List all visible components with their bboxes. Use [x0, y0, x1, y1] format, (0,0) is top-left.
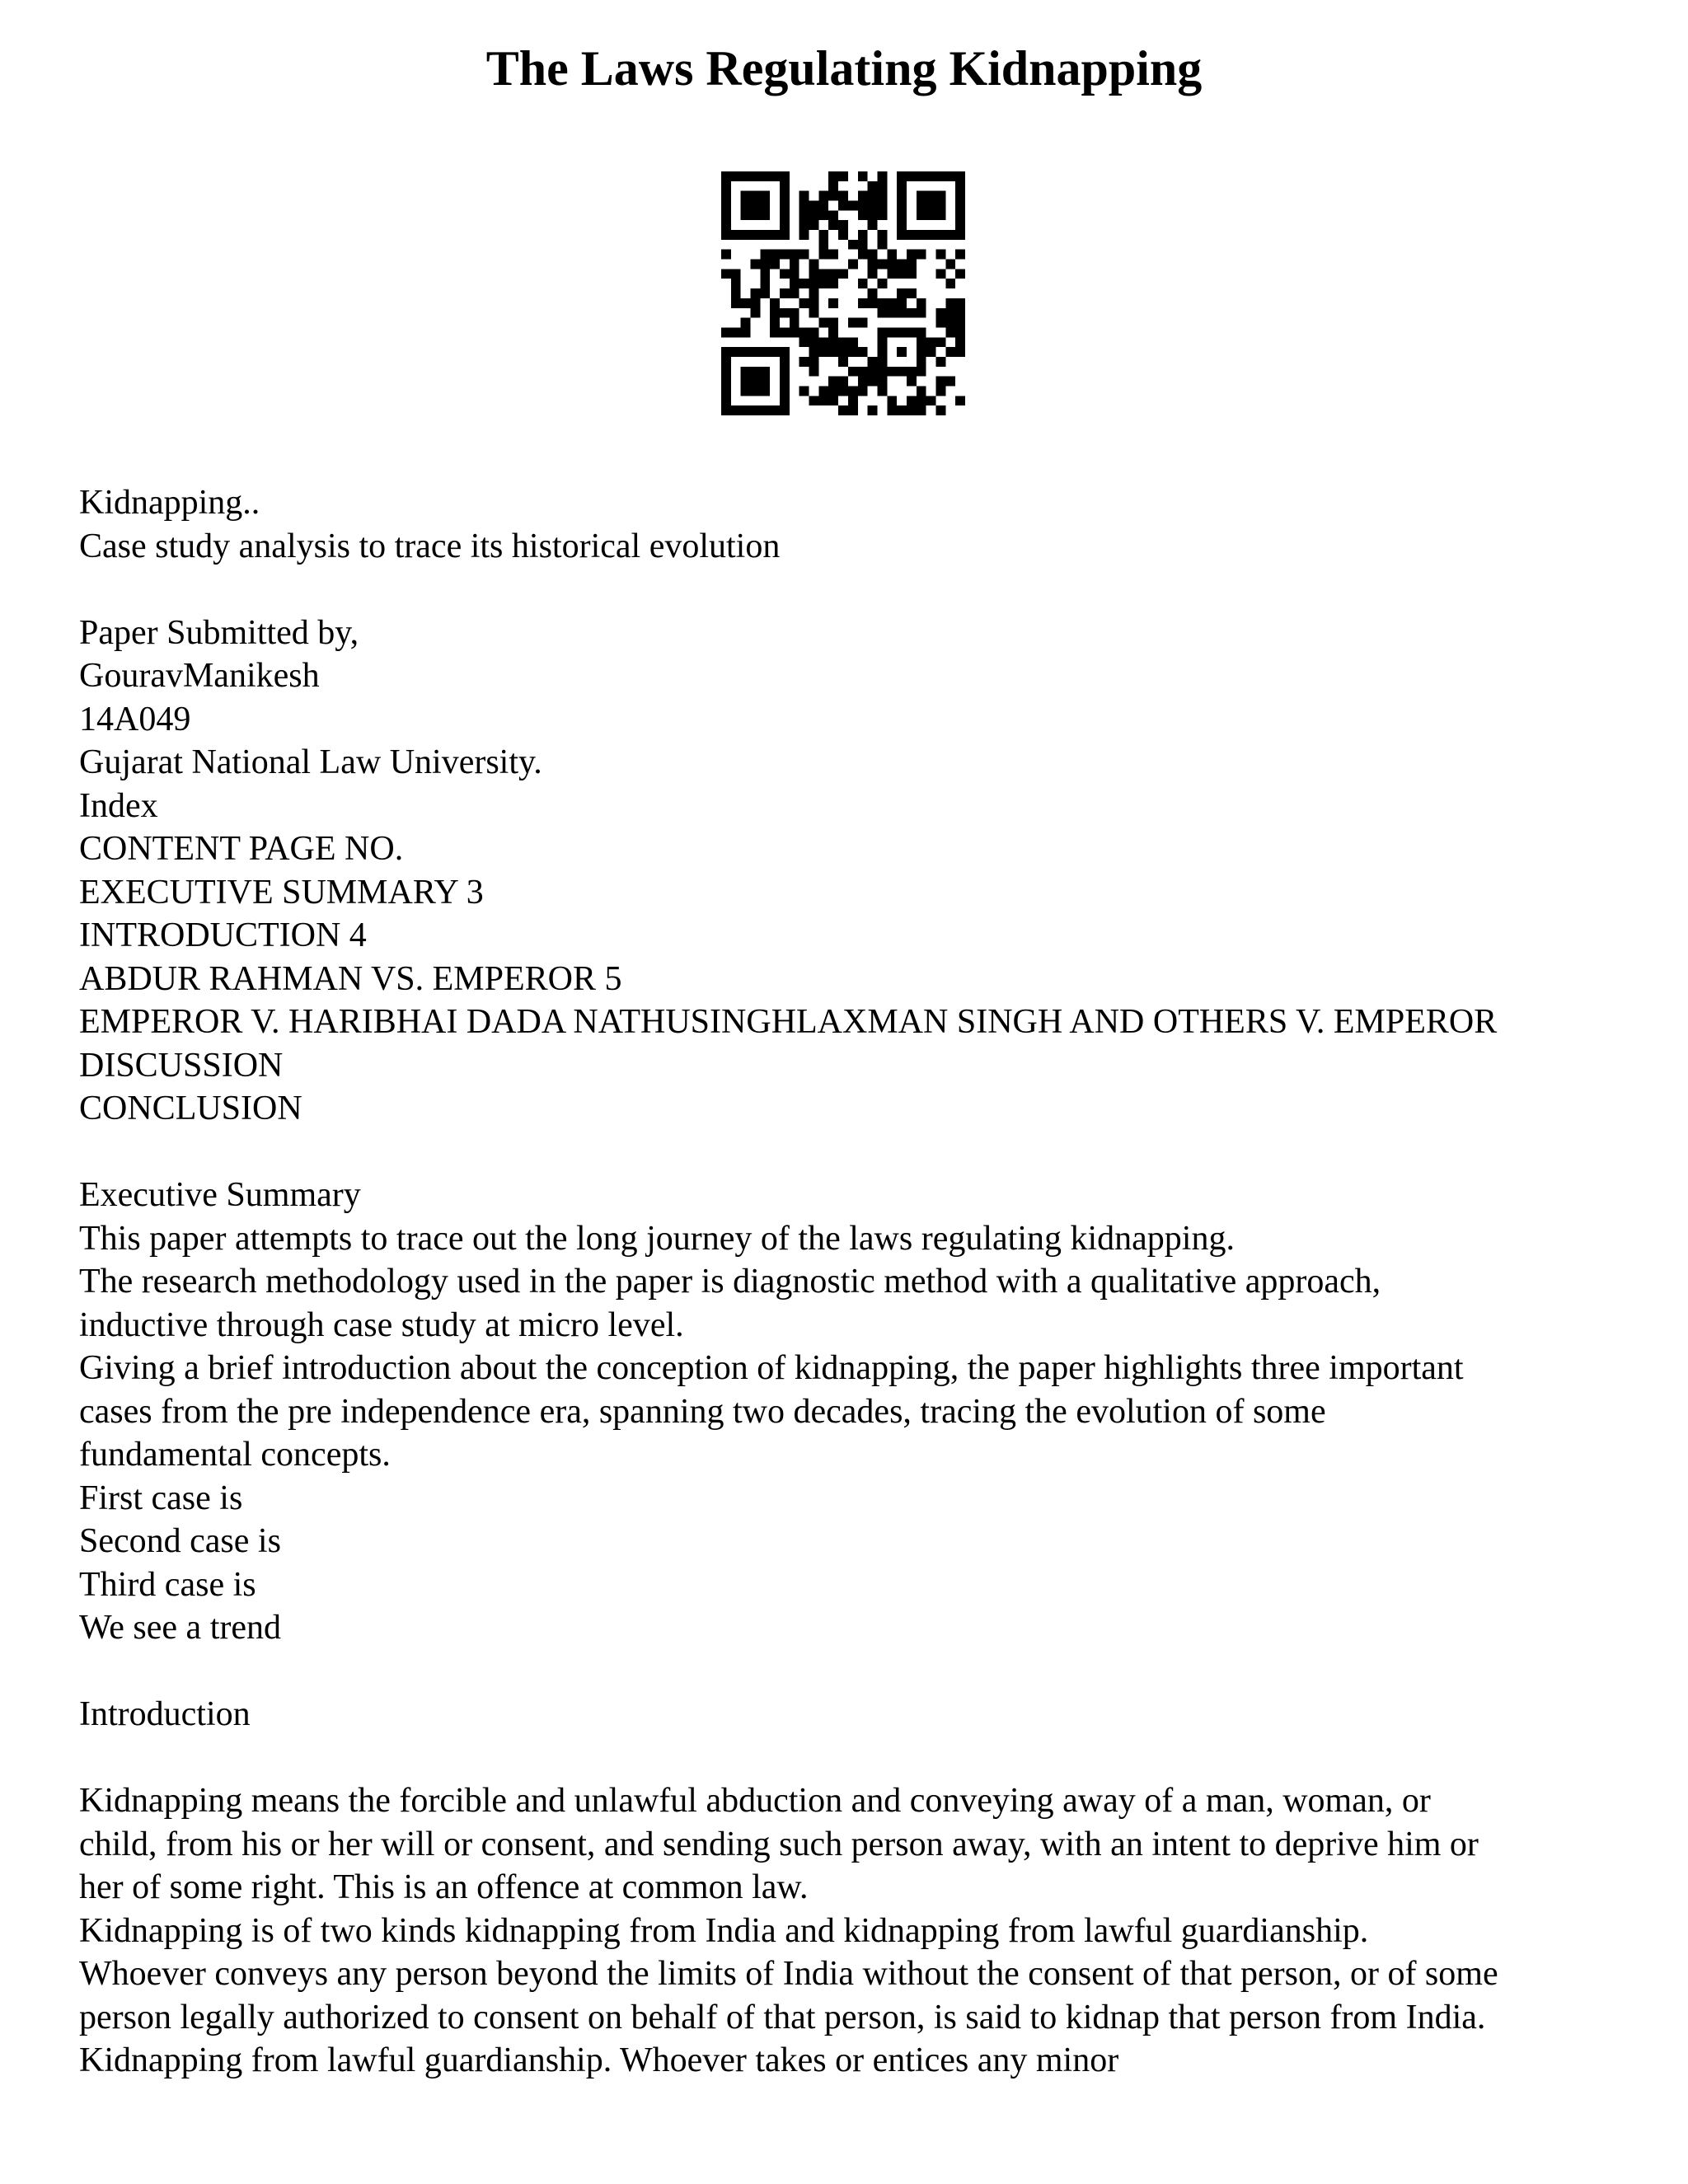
document-body	[79, 481, 1645, 2083]
text-line: her of some right. This is an offence at common law.	[79, 1868, 809, 1906]
text-line: Case study analysis to trace its historical evolution	[79, 527, 781, 565]
qr-code	[721, 171, 965, 415]
text-line: Kidnapping..	[79, 484, 260, 522]
text-line: inductive through case study at micro level.	[79, 1305, 684, 1344]
text-line: child, from his or her will or consent, and sending such person away, with an intent to deprive him or	[79, 1825, 1479, 1863]
text-line: ABDUR RAHMAN VS. EMPEROR 5	[79, 959, 622, 998]
text-line: CONCLUSION	[79, 1090, 302, 1127]
text-line: GouravManikesh	[79, 657, 320, 695]
text-line: Whoever conveys any person beyond the limits of India without the consent of that person, or of some	[79, 1955, 1498, 1993]
blank-line	[79, 1131, 1645, 1174]
text-line: Introduction	[79, 1695, 251, 1733]
text-line: Third case is	[79, 1565, 256, 1604]
text-line: EXECUTIVE SUMMARY 3	[79, 873, 484, 912]
text-line: Executive Summary	[79, 1176, 361, 1214]
blank-line	[79, 1736, 1645, 1780]
text-line: Kidnapping means the forcible and unlawful abduction and conveying away of a man, woman, or	[79, 1782, 1431, 1820]
qr-code-graphic	[721, 171, 965, 415]
text-line: First case is	[79, 1479, 243, 1517]
text-line: We see a trend	[79, 1609, 281, 1647]
text-line: EMPEROR V. HARIBHAI DADA NATHUSINGHLAXMAN SINGH AND OTHERS V. EMPEROR	[79, 1003, 1498, 1041]
text-line: Paper Submitted by,	[79, 613, 359, 652]
text-line: INTRODUCTION 4	[79, 916, 367, 954]
text-line: fundamental concepts.	[79, 1436, 391, 1474]
document-title: The Laws Regulating Kidnapping	[485, 41, 1203, 96]
text-line: CONTENT PAGE NO.	[79, 830, 404, 868]
text-line: Second case is	[79, 1522, 281, 1560]
text-line: Kidnapping from lawful guardianship. Whoever takes or entices any minor	[79, 2041, 1119, 2079]
text-line: Index	[79, 786, 158, 825]
text-line: person legally authorized to consent on behalf of that person, is said to kidnap that person from India.	[79, 1998, 1486, 2036]
blank-line	[79, 568, 1645, 612]
text-line: Gujarat National Law University.	[79, 743, 542, 781]
blank-line	[79, 1650, 1645, 1694]
text-line: The research methodology used in the paper is diagnostic method with a qualitative approach,	[79, 1263, 1381, 1301]
text-line: DISCUSSION	[79, 1046, 284, 1085]
text-line: cases from the pre independence era, spanning two decades, tracing the evolution of some	[79, 1392, 1326, 1431]
text-line: This paper attempts to trace out the long journey of the laws regulating kidnapping.	[79, 1219, 1235, 1258]
text-line: 14A049	[79, 700, 191, 738]
text-line: Kidnapping is of two kinds kidnapping from India and kidnapping from lawful guardianship.	[79, 1911, 1369, 1950]
text-line: Giving a brief introduction about the conception of kidnapping, the paper highlights three important	[79, 1349, 1464, 1387]
